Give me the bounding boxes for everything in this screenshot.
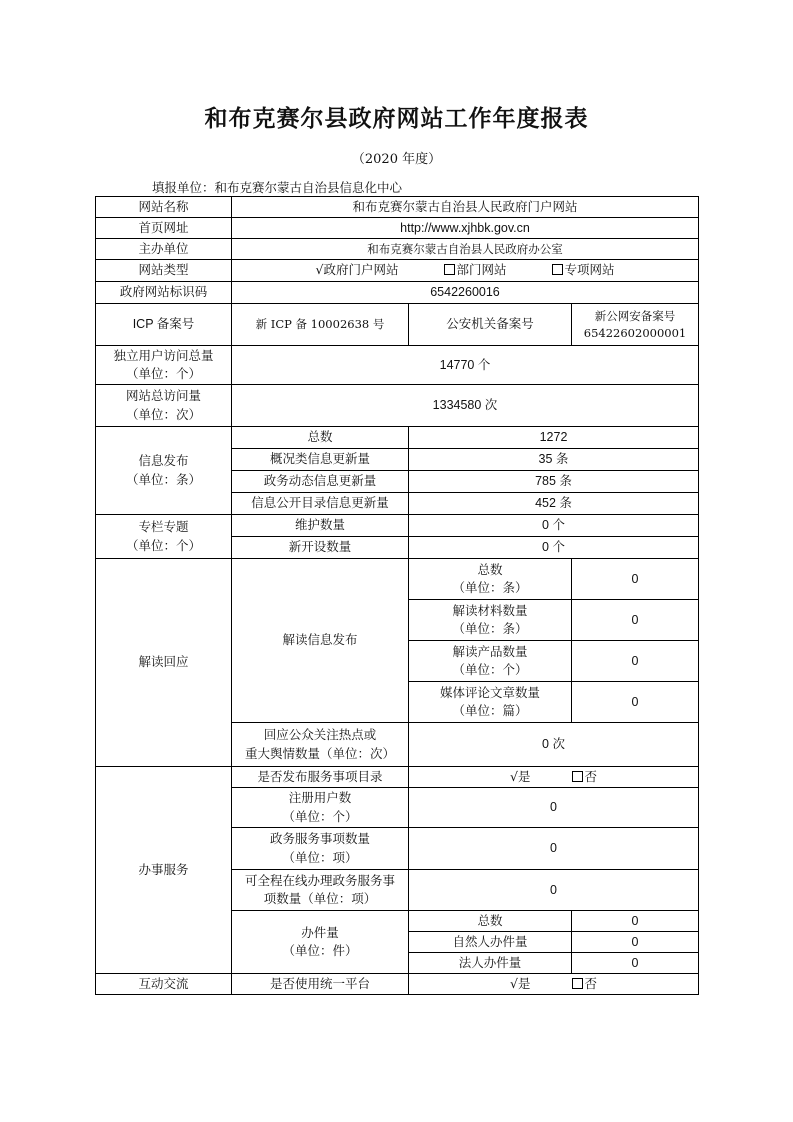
sponsor-value: 和布克赛尔蒙古自治县人民政府办公室 [232, 239, 699, 260]
interact-label: 互动交流 [96, 974, 232, 995]
site-name-value: 和布克赛尔蒙古自治县人民政府门户网站 [232, 197, 699, 218]
site-id-value: 6542260016 [232, 282, 699, 304]
cases-row-label: 总数 [409, 911, 572, 932]
row-homepage [96, 218, 699, 239]
filling-unit: 填报单位：和布克赛尔蒙古自治县信息化中心 [152, 180, 403, 195]
row-page-views [96, 385, 699, 427]
pv-value: 1334580 次 [232, 385, 699, 427]
checkbox-icon [572, 978, 583, 989]
response-value: 0 次 [409, 723, 699, 767]
interp-row-label: 解读产品数量 （单位：个） [409, 641, 572, 682]
checkbox-icon [552, 264, 563, 275]
option-yes: √是 [510, 975, 531, 991]
row-unique-visitors [96, 346, 699, 385]
info-row-value: 35 条 [409, 449, 699, 471]
interp-row-label: 解读材料数量 （单位：条） [409, 600, 572, 641]
cases-row-label: 自然人办件量 [409, 932, 572, 953]
site-type-label: 网站类型 [96, 260, 232, 282]
interp-label: 解读回应 [96, 559, 232, 767]
info-row-label: 概况类信息更新量 [232, 449, 409, 471]
interp-pub-label: 解读信息发布 [232, 559, 409, 723]
checkbox-icon [444, 264, 455, 275]
reg-users-label: 注册用户数 （单位：个） [232, 788, 409, 828]
service-label: 办事服务 [96, 767, 232, 974]
cases-row-value: 0 [572, 932, 699, 953]
column-row-label: 新开设数量 [232, 537, 409, 559]
homepage-value: http://www.xjhbk.gov.cn [232, 218, 699, 239]
cases-label: 办件量 （单位：件） [232, 911, 409, 974]
info-row-label: 总数 [232, 427, 409, 449]
sponsor-label: 主办单位 [96, 239, 232, 260]
option-no: 否 [584, 768, 597, 784]
row-column-maintain [96, 515, 699, 537]
report-title: 和布克赛尔县政府网站工作年度报表 [204, 106, 589, 132]
info-row-value: 452 条 [409, 493, 699, 515]
online-items-value: 0 [409, 870, 699, 911]
info-row-label: 信息公开目录信息更新量 [232, 493, 409, 515]
row-info-total [96, 427, 699, 449]
uv-label: 独立用户访问总量 （单位：个） [96, 346, 232, 385]
row-service-catalog [96, 767, 699, 788]
unified-platform-options [409, 974, 699, 995]
row-site-name [96, 197, 699, 218]
cases-row-value: 0 [572, 911, 699, 932]
reg-users-value: 0 [409, 788, 699, 828]
icp-value: 新 ICP 备 10002638 号 [232, 304, 409, 346]
site-name-label: 网站名称 [96, 197, 232, 218]
interp-row-value: 0 [572, 641, 699, 682]
site-id-label: 政府网站标识码 [96, 282, 232, 304]
homepage-label: 首页网址 [96, 218, 232, 239]
service-catalog-options [409, 767, 699, 788]
info-label: 信息发布 （单位：条） [96, 427, 232, 515]
option-portal: √政府门户网站 [315, 262, 399, 278]
row-site-type [96, 260, 699, 282]
interp-row-value: 0 [572, 559, 699, 600]
row-sponsor [96, 239, 699, 260]
report-table [95, 196, 699, 995]
report-year: （2020 年度） [351, 152, 442, 167]
option-special: 专项网站 [564, 262, 615, 278]
column-row-value: 0 个 [409, 537, 699, 559]
option-yes: √是 [510, 768, 531, 784]
uv-value: 14770 个 [232, 346, 699, 385]
info-row-label: 政务动态信息更新量 [232, 471, 409, 493]
row-icp [96, 304, 699, 346]
interp-row-value: 0 [572, 682, 699, 723]
online-items-label: 可全程在线办理政务服务事 项数量（单位：项） [232, 870, 409, 911]
checkbox-icon [572, 771, 583, 782]
column-row-value: 0 个 [409, 515, 699, 537]
cases-row-label: 法人办件量 [409, 953, 572, 974]
column-label: 专栏专题 （单位：个） [96, 515, 232, 559]
unified-platform-label: 是否使用统一平台 [232, 974, 409, 995]
icp-label: ICP 备案号 [96, 304, 232, 346]
option-no: 否 [584, 975, 597, 991]
response-label: 回应公众关注热点或 重大舆情数量（单位：次） [232, 723, 409, 767]
info-row-value: 1272 [409, 427, 699, 449]
row-interact [96, 974, 699, 995]
interp-row-label: 总数 （单位：条） [409, 559, 572, 600]
service-items-value: 0 [409, 828, 699, 870]
service-catalog-label: 是否发布服务事项目录 [232, 767, 409, 788]
row-site-id [96, 282, 699, 304]
police-value: 新公网安备案号 65422602000001 [572, 304, 699, 346]
service-items-label: 政务服务事项数量 （单位：项） [232, 828, 409, 870]
column-row-label: 维护数量 [232, 515, 409, 537]
info-row-value: 785 条 [409, 471, 699, 493]
pv-label: 网站总访问量 （单位：次） [96, 385, 232, 427]
interp-row-value: 0 [572, 600, 699, 641]
police-label: 公安机关备案号 [409, 304, 572, 346]
interp-row-label: 媒体评论文章数量 （单位：篇） [409, 682, 572, 723]
site-type-options [232, 260, 699, 282]
row-interp-total [96, 559, 699, 600]
cases-row-value: 0 [572, 953, 699, 974]
option-department: 部门网站 [456, 262, 507, 278]
